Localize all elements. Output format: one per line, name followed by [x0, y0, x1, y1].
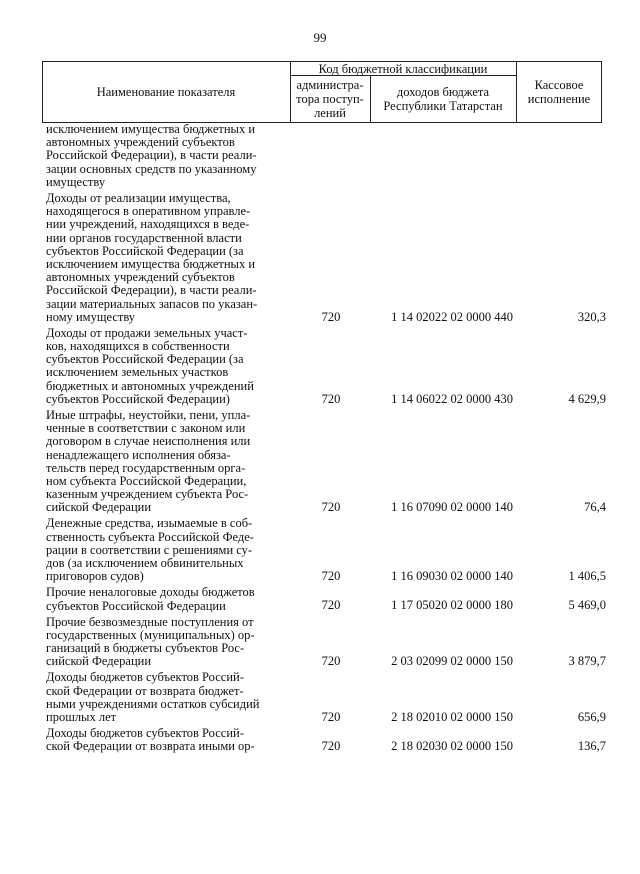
row-description-line: ской Федерации от возврата бюджет-	[46, 683, 244, 698]
row-admin-code: 720	[321, 569, 341, 584]
row-admin-code: 720	[321, 709, 341, 724]
row-description	[46, 671, 282, 724]
row-description-line: субъектов Российской Федерации (за	[46, 243, 244, 258]
row-description-line: ном субъекта Российской Федерации,	[46, 473, 247, 488]
row-description-line: договором в случае неисполнения или	[46, 434, 251, 449]
row-description-line: нии органов государственной власти	[46, 230, 242, 245]
row-description-line: автономных учреждений субъектов	[46, 270, 235, 285]
header-cash	[516, 78, 602, 106]
table-header	[42, 61, 602, 123]
row-description	[46, 409, 282, 515]
row-description-line: ской Федерации от возврата иными ор-	[46, 739, 255, 754]
row-income-code: 1 16 09030 02 0000 140	[391, 569, 513, 584]
header-admin	[290, 78, 370, 120]
row-description-line: Доходы от реализации имущества,	[46, 190, 231, 205]
header-admin-line: администра-	[296, 78, 364, 92]
row-description-line: Денежные средства, изымаемые в соб-	[46, 516, 253, 531]
row-description-line: зации материальных запасов по указан-	[46, 296, 258, 311]
header-admin-line: тора поступ-	[296, 92, 364, 106]
row-description-line: прошлых лет	[46, 709, 117, 724]
row-admin-code: 720	[321, 391, 341, 406]
header-income	[370, 85, 516, 113]
row-description-line: Доходы бюджетов субъектов Россий-	[46, 726, 244, 740]
row-description-line: ными учреждениями остатков субсидий	[46, 696, 260, 711]
row-cash-amount: 136,7	[577, 739, 606, 754]
row-cash-amount: 76,4	[584, 500, 606, 515]
header-indicator-name: Наименование показателя	[96, 85, 236, 99]
row-description-line: Доходы от продажи земельных участ-	[46, 325, 248, 340]
row-description-line: Иные штрафы, неустойки, пени, упла-	[46, 407, 251, 422]
row-description-line: тельств перед государственным орга-	[46, 460, 246, 475]
row-income-code: 1 14 06022 02 0000 430	[391, 391, 513, 406]
row-description-line: Доходы бюджетов субъектов Россий-	[46, 670, 244, 685]
row-cash-amount: 320,3	[577, 309, 606, 324]
row-cash-amount: 3 879,7	[568, 654, 606, 669]
row-description-line: имуществу	[46, 174, 106, 189]
row-description-line: субъектов Российской Федерации	[46, 598, 226, 613]
row-description-line: приговоров судов)	[46, 569, 144, 584]
row-description-line: бюджетных и автономных учреждений	[46, 378, 254, 393]
page-number: 99	[313, 30, 327, 45]
row-description-line: сийской Федерации	[46, 654, 152, 669]
row-description-line: Российской Федерации), в части реали-	[46, 148, 257, 163]
row-description-line: ственность субъекта Российской Феде-	[46, 529, 254, 544]
row-description	[46, 192, 282, 324]
row-description-line: рации в соответствии с решениями су-	[46, 542, 253, 557]
row-admin-code: 720	[321, 739, 341, 754]
row-description-line: исключением имущества бюджетных и	[46, 122, 256, 136]
header-cash-line: Кассовое	[534, 78, 584, 92]
row-admin-code: 720	[321, 500, 341, 515]
row-income-code: 1 14 02022 02 0000 440	[391, 309, 513, 324]
row-description	[46, 727, 282, 753]
row-description-line: ганизаций в бюджеты субъектов Рос-	[46, 641, 245, 655]
row-description-line: исключением имущества бюджетных и	[46, 256, 256, 271]
row-description	[46, 327, 282, 406]
row-description	[46, 586, 282, 612]
row-description-line: дов (за исключением обвинительных	[46, 556, 244, 570]
row-description-line: Прочие неналоговые доходы бюджетов	[46, 585, 255, 600]
header-code-group: Код бюджетной классификации	[318, 62, 488, 76]
row-description-line: ненадлежащего исполнения обяза-	[46, 447, 231, 462]
row-income-code: 1 17 05020 02 0000 180	[391, 598, 513, 613]
row-description	[46, 616, 282, 669]
row-cash-amount: 1 406,5	[568, 569, 606, 584]
row-description-line: государственных (муниципальных) ор-	[46, 627, 255, 642]
row-description-line: субъектов Российской Федерации (за	[46, 352, 244, 367]
header-income-line: Республики Татарстан	[383, 99, 503, 113]
row-description-line: автономных учреждений субъектов	[46, 135, 235, 150]
row-description-line: ченные в соответствии с законом или	[46, 421, 246, 436]
row-description-line: нии учреждений, находящихся в веде-	[46, 217, 250, 232]
row-description-line: сийской Федерации	[46, 500, 152, 515]
row-description-line: субъектов Российской Федерации)	[46, 391, 230, 406]
row-description-line: казенным учреждением субъекта Рос-	[46, 487, 249, 502]
row-description	[46, 517, 282, 583]
row-cash-amount: 5 469,0	[568, 598, 606, 613]
row-description-line: Российской Федерации), в части реали-	[46, 283, 257, 298]
row-cash-amount: 4 629,9	[568, 391, 606, 406]
row-description-line: находящегося в оперативном управле-	[46, 204, 251, 219]
row-admin-code: 720	[321, 598, 341, 613]
row-description-line: исключением земельных участков	[46, 365, 229, 380]
row-admin-code: 720	[321, 654, 341, 669]
row-description-line: Прочие безвозмездные поступления от	[46, 614, 254, 629]
header-cash-line: исполнение	[527, 92, 591, 106]
row-income-code: 2 18 02010 02 0000 150	[391, 709, 513, 724]
row-income-code: 2 18 02030 02 0000 150	[391, 739, 513, 754]
row-admin-code: 720	[321, 309, 341, 324]
header-income-line: доходов бюджета	[396, 85, 490, 99]
header-admin-line: лений	[314, 106, 346, 120]
row-income-code: 1 16 07090 02 0000 140	[391, 500, 513, 515]
row-income-code: 2 03 02099 02 0000 150	[391, 654, 513, 669]
row-description-line: ков, находящихся в собственности	[46, 339, 230, 353]
row-description-line: ному имуществу	[46, 309, 136, 324]
row-cash-amount: 656,9	[577, 709, 606, 724]
row-description-line: зации основных средств по указанному	[46, 161, 257, 176]
row-description	[46, 123, 282, 189]
